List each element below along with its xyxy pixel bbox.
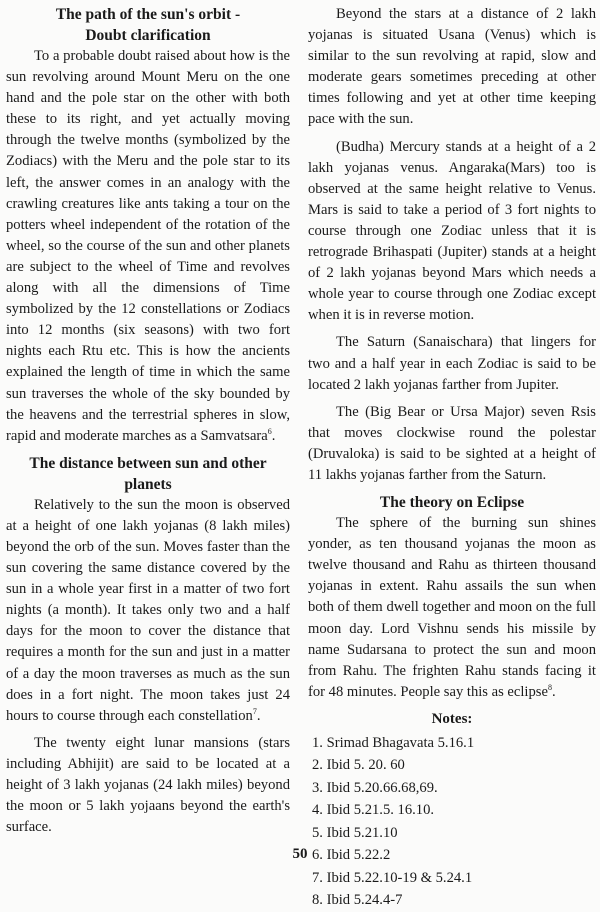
footnote-ref: 6: [267, 426, 272, 436]
note-item: 2. Ibid 5. 20. 60: [312, 757, 405, 774]
footnote-ref: 8: [547, 682, 552, 692]
paragraph-mercury-mars: (Budha) Mercury stands at a height of a 2 lakh yojanas venus. Angaraka(Mars) too is observed at the same height relative to Venus. Mars is said to take a period of 3 fort nights to course through one Zodiac unless that it is retrograde Brihaspati (Jupiter) stands at a height of 2 lakh yojanas beyond Mars which needs a whole year to course through one Zodiac except when it is in reverse motion.: [308, 138, 596, 324]
heading-line: Doubt clarification: [85, 27, 211, 44]
heading-line: planets: [124, 475, 172, 493]
section-heading-eclipse: The theory on Eclipse: [379, 494, 525, 512]
paragraph-text: The sphere of the burning sun shines yonder, as ten thousand yojanas the moon as twelve thousand and Rahu as thirteen thousand yojanas in extent. Rahu assails the sun when both of them dwell together and moon on the full moon day. Lord Vishnu sends his missile by name Sudarsana to protect the sun and moon from Rahu. The frighten Rahu stands facing it for 48 minutes. People say this as eclipse: [308, 515, 596, 700]
paragraph-saturn: The Saturn (Sanaischara) that lingers for two and a half year in each Zodiac is said to be located 2 lakh yojanas farther from Jupiter.: [308, 334, 596, 393]
note-item: 7. Ibid 5.22.10-19 & 5.24.1: [312, 869, 473, 886]
left-column: [6, 4, 290, 844]
paragraph-end: .: [271, 427, 276, 444]
paragraph-end: .: [256, 707, 261, 724]
paragraph-end: .: [551, 683, 556, 700]
note-item: 6. Ibid 5.22.2: [312, 847, 391, 864]
section-heading-distance: [6, 453, 290, 495]
note-item: 4. Ibid 5.21.5. 16.10.: [312, 802, 435, 819]
paragraph-moon-distance: [6, 495, 290, 727]
heading-line: The path of the sun's orbit -: [55, 6, 241, 23]
paragraph-eclipse: [308, 513, 596, 703]
paragraph-seven-rsis: The (Big Bear or Ursa Major) seven Rsis that moves clockwise round the polestar (Druvaloka) is said to be sighted at a height of 11 lakhs yojanas farther from the Saturn.: [308, 403, 596, 483]
heading-line: The distance between sun and other: [29, 454, 267, 472]
note-item: 1. Srimad Bhagavata 5.16.1: [312, 734, 475, 751]
paragraph-lunar-mansions: The twenty eight lunar mansions (stars including Abhijit) are said to be located at a height of 3 lakh yojanas (24 lakh miles) beyond the moon or 5 lakh yojaans beyond the earth's surface.: [6, 734, 290, 836]
footnote-ref: 7: [252, 706, 257, 716]
note-item: 3. Ibid 5.20.66.68,69.: [312, 779, 438, 796]
note-item: 5. Ibid 5.21.10: [312, 824, 398, 841]
right-column: [308, 4, 596, 912]
note-item: 8. Ibid 5.24.4-7: [312, 892, 403, 909]
notes-heading: Notes:: [431, 710, 473, 727]
paragraph-text: To a probable doubt raised about how is the sun revolving around Mount Meru on the one hand and the pole star on the other with both these to its right, and yet actually moving through the twelve months (symbolized by the Zodiacs) with the Meru and the pole star to its left, the answer comes in an analogy with the crawling creatures like ants taking a tour on the potters wheel independent of the rotation of the wheel, so the course of the sun and other planets are subject to the wheel of Time and revolves along with all the dimensions of Time symbolized by the 12 constellations or Zodiacs into 12 months (six seasons) with two fort nights each Rtu etc. This is how the ancients explained the length of time in which the same sun traverses the whole of the sky bounded by the heavens and the terrestrial spheres in slow, rapid and moderate marches as a Samvatsara: [6, 48, 290, 444]
page-number: 50: [292, 846, 308, 862]
section-heading-sun-orbit: [6, 4, 290, 46]
paragraph-doubt-clarification: [6, 46, 290, 447]
paragraph-text: Relatively to the sun the moon is observed at a height of one lakh yojanas (8 lakh miles) beyond the orb of the sun. Moves faster than the sun covering the same distance covered by the sun in a whole year first in a matter of two fort nights (a month). It takes only two and a half days for the moon to cover the distance that requires a month for the sun and just in a matter of a day the moon traverses as much as the sun does in a fort night. The moon takes just 24 hours to course through each constellation: [6, 496, 290, 724]
paragraph-venus: Beyond the stars at a distance of 2 lakh yojanas is situated Usana (Venus) which is similar to the sun revolving at rapid, slow and moderate gears sometimes preceding at other times following and yet at other time keeping pace with the sun.: [308, 6, 596, 128]
notes-list: [308, 732, 596, 912]
